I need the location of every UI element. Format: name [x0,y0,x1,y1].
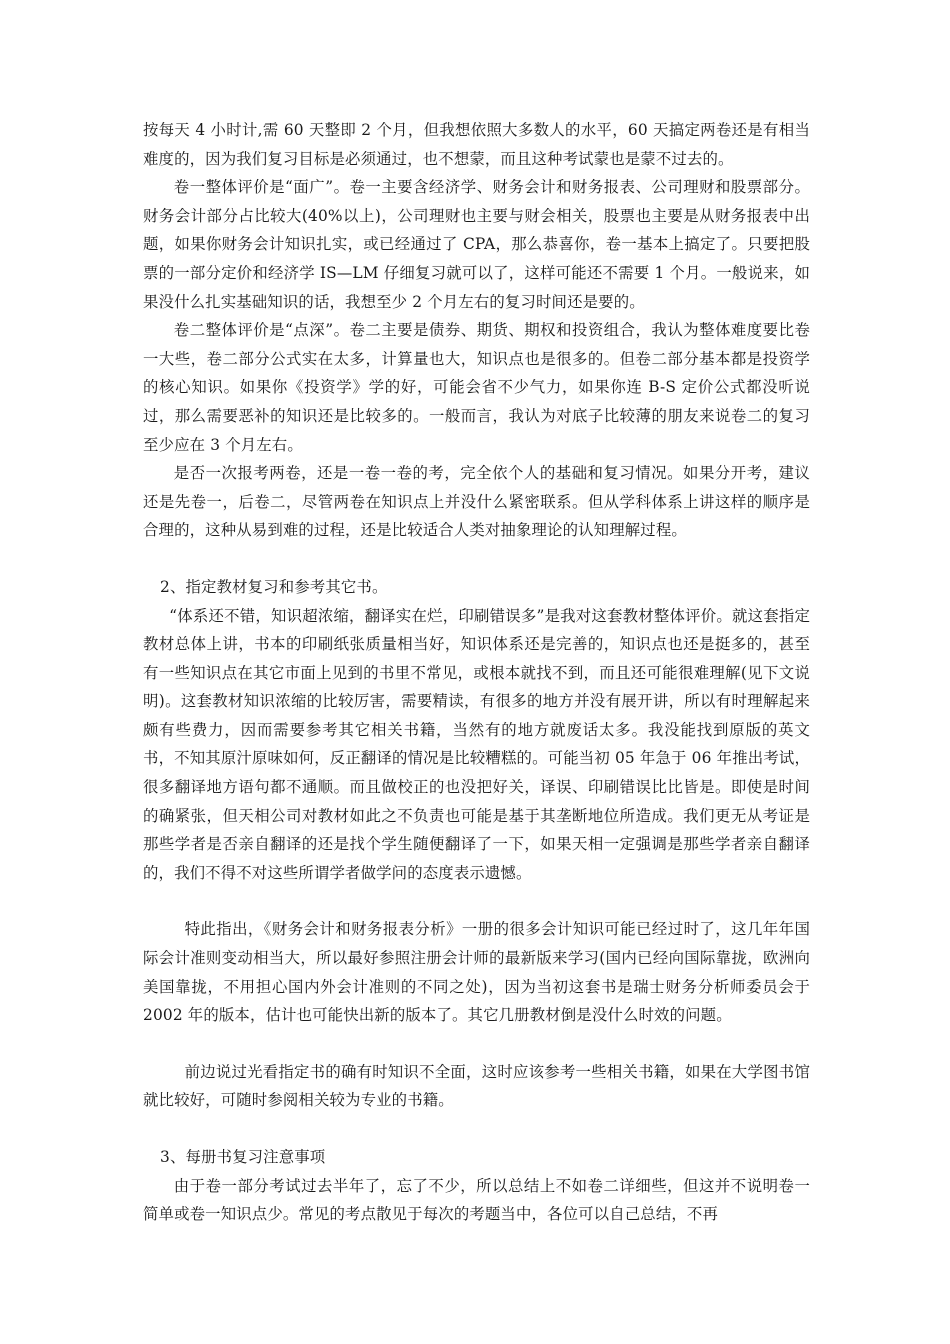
paragraph-exam-order: 是否一次报考两卷，还是一卷一卷的考，完全依个人的基础和复习情况。如果分开考，建议还是先卷一，后卷二，尽管两卷在知识点上并没什么紧密联系。但从学科体系上讲这样的顺序是合理的，这种从易到难的过程，还是比较适合人类对抽象理论的认知理解过程。 [143,464,810,540]
paragraph-accounting-note: 特此指出，《财务会计和财务报表分析》一册的很多会计知识可能已经过时了，这几年年国际会计准则变动相当大，所以最好参照注册会计师的最新版来学习(国内已经向国际靠拢，欧洲向美国靠拢，不用担心国内外会计准则的不同之处)，因为当初这套书是瑞士财务分析师委员会于 2002 年的版本，估计也可能快出新的版本了。其它几册教材倒是没什么时效的问题。 [143,920,810,1025]
paragraph-review-notes: 由于卷一部分考试过去半年了，忘了不少，所以总结上不如卷二详细些，但这并不说明卷一简单或卷一知识点少。常见的考点散见于每次的考题当中，各位可以自己总结，不再 [143,1176,810,1224]
paragraph-textbook-evaluation: “体系还不错，知识超浓缩，翻译实在烂，印刷错误多”是我对这套教材整体评价。就这套指定教材总体上讲，书本的印刷纸张质量相当好，知识体系还是完善的，知识点也还是挺多的，甚至有一些知识点在其它市面上见到的书里不常见，或根本就找不到，而且还可能很难理解(见下文说明)。这套教材知识浓缩的比较厉害，需要精读，有很多的地方并没有展开讲，所以有时理解起来颇有些费力，因而需要参考其它相关书籍，当然有的地方就废话太多。我没能找到原版的英文书，不知其原汁原味如何，反正翻译的情况是比较糟糕的。可能当初 05 年急于 06 年推出考试，很多翻译地方语句都不通顺。而且做校正的也没把好关，译误、印刷错误比比皆是。即使是时间的确紧张，但天相公司对教材如此之不负责也可能是基于其垄断地位所造成。我们更无从考证是那些学者是否亲自翻译的还是找个学生随便翻译了一下，如果天相一定强调是那些学者亲自翻译的，我们不得不对这些所谓学者做学问的态度表示遗憾。 [143,606,810,882]
section-heading-textbooks: 2、指定教材复习和参考其它书。 [160,577,388,596]
paragraph-exam1-evaluation: 卷一整体评价是“面广”。卷一主要含经济学、财务会计和财务报表、公司理财和股票部分。财务会计部分占比较大(40%以上)，公司理财也主要与财会相关，股票也主要是从财务报表中出题，如果你财务会计知识扎实，或已经通过了 CPA，那么恭喜你，卷一基本上搞定了。只要把股票的一部分定价和经济学 IS—LM 仔细复习就可以了，这样可能还不需要 1 个月。一般说来，如果没什么扎实基础知识的话，我想至少 2 个月左右的复习时间还是要的。 [143,178,810,311]
paragraph-exam2-evaluation: 卷二整体评价是“点深”。卷二主要是债券、期货、期权和投资组合，我认为整体难度要比卷一大些，卷二部分公式实在太多，计算量也大，知识点也是很多的。但卷二部分基本都是投资学的核心知识。如果你《投资学》学的好，可能会省不少气力，如果你连 B-S 定价公式都没听说过，那么需要恶补的知识还是比较多的。一般而言，我认为对底子比较薄的朋友来说卷二的复习至少应在 3 个月左右。 [143,321,810,454]
paragraph-reference-books: 前边说过光看指定书的确有时知识不全面，这时应该参考一些相关书籍，如果在大学图书馆就比较好，可随时参阅相关较为专业的书籍。 [143,1062,810,1110]
paragraph-study-time: 按每天 4 小时计,需 60 天整即 2 个月，但我想依照大多数人的水平，60 天搞定两卷还是有相当难度的，因为我们复习目标是必须通过，也不想蒙，而且这种考试蒙也是蒙不过去的。 [143,121,810,168]
document-page [143,116,810,1229]
section-heading-review-notes: 3、每册书复习注意事项 [160,1148,326,1166]
